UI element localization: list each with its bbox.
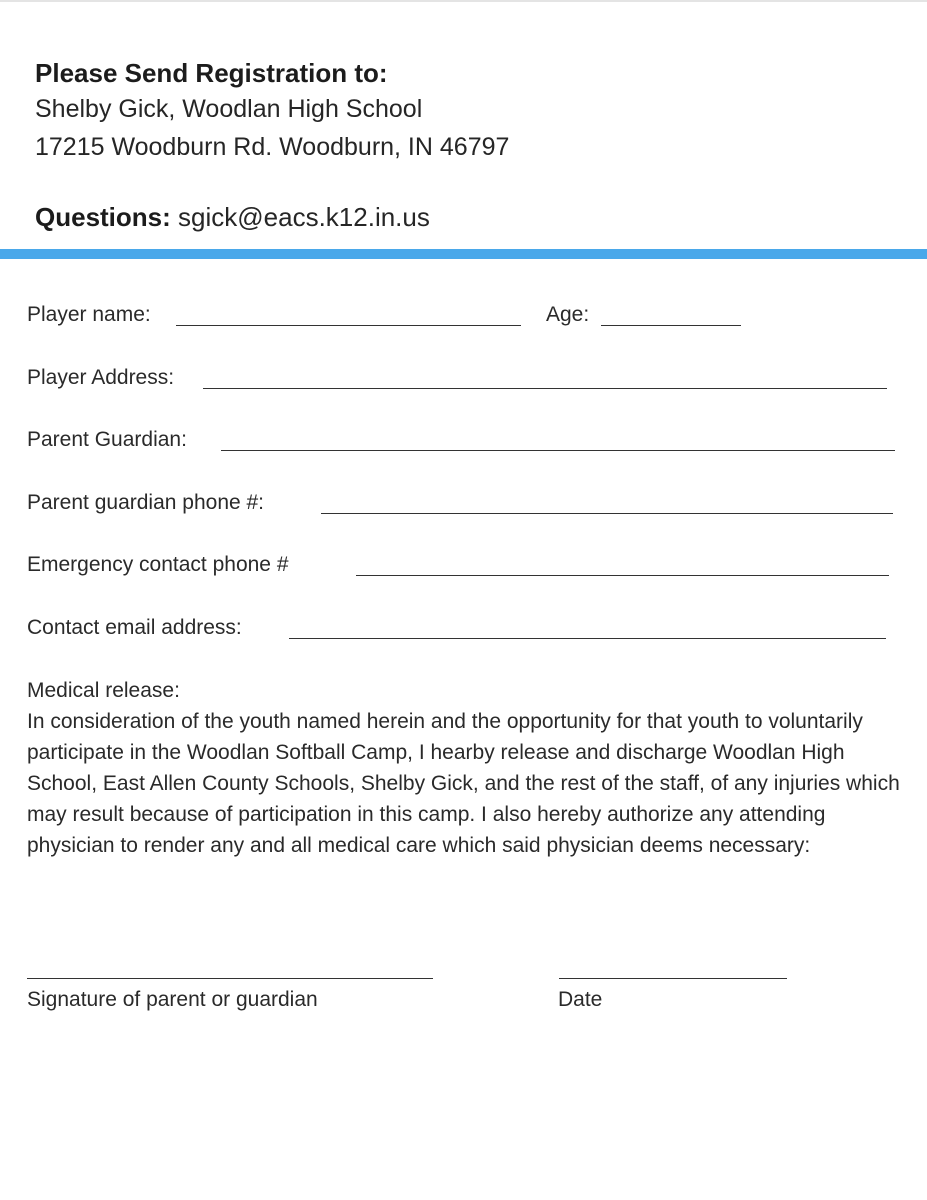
player-address-label: Player Address: [27, 366, 175, 389]
parent-phone-row [27, 489, 907, 521]
date-field[interactable] [559, 978, 787, 979]
questions-line [35, 200, 430, 234]
parent-guardian-field[interactable] [221, 450, 895, 451]
address-line-2: 17215 Woodburn Rd. Woodburn, IN 46797 [35, 133, 510, 161]
player-name-field[interactable] [176, 325, 521, 326]
age-field[interactable] [601, 325, 741, 326]
signature-label: Signature of parent or guardian [27, 988, 318, 1011]
contact-email-row [27, 614, 907, 646]
top-border [0, 0, 927, 2]
player-address-field[interactable] [203, 388, 887, 389]
contact-email-field[interactable] [289, 638, 886, 639]
parent-guardian-row [27, 426, 907, 458]
signature-field[interactable] [27, 978, 433, 979]
medical-body: In consideration of the youth named herein and the opportunity for that youth to voluntarily participate in the Woodlan Softball Camp, I hearby release and discharge Woodlan High School, East Allen County Schools, Shelby Gick, and the rest of the staff, of any injuries which may result because of participation in this camp. I also hereby authorize any attending physician to render any and all medical care which said physician deems necessary: [27, 710, 900, 857]
parent-phone-label: Parent guardian phone #: [27, 491, 265, 514]
questions-label: Questions: [35, 202, 171, 232]
questions-email: sgick@eacs.k12.in.us [178, 202, 430, 232]
contact-email-label: Contact email address: [27, 616, 242, 639]
age-label: Age: [546, 303, 590, 326]
emergency-phone-label: Emergency contact phone # [27, 553, 289, 576]
registration-header [35, 56, 905, 166]
date-label: Date [558, 988, 603, 1011]
emergency-phone-field[interactable] [356, 575, 889, 576]
player-name-label: Player name: [27, 303, 151, 326]
accent-bar [0, 249, 927, 259]
send-heading: Please Send Registration to: [35, 58, 388, 88]
player-address-row [27, 364, 907, 396]
medical-release [27, 675, 907, 861]
address-line-1: Shelby Gick, Woodlan High School [35, 95, 423, 123]
parent-guardian-label: Parent Guardian: [27, 428, 187, 451]
emergency-phone-row [27, 551, 907, 583]
player-name-row [27, 301, 907, 333]
medical-heading: Medical release: [27, 679, 180, 702]
parent-phone-field[interactable] [321, 513, 893, 514]
